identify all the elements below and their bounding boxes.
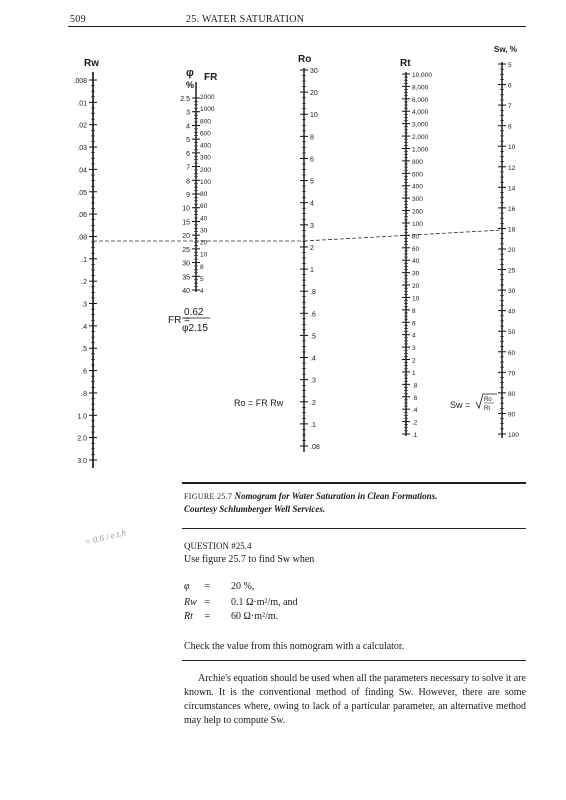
question-rule-bottom	[182, 660, 526, 661]
sw-label: 10	[508, 144, 516, 152]
rw-label: 3.0	[77, 458, 87, 465]
rt-label: 8	[412, 307, 416, 315]
sw-label: 40	[508, 308, 516, 316]
ro-label: 20	[310, 90, 318, 98]
ro-label: 6	[310, 156, 314, 164]
rw-label: .008	[73, 78, 87, 85]
ro-label: 1	[310, 267, 314, 275]
svg-text:0.62: 0.62	[184, 307, 204, 318]
sw-label: 20	[508, 247, 516, 254]
rt-label: .4	[412, 407, 418, 415]
rt-label: .6	[412, 394, 418, 402]
given-row-2: Rw = 0.1 Ω·m²/m, and	[184, 597, 298, 608]
figure-label: FIGURE 25.7	[184, 492, 233, 501]
sw-label: 12	[508, 164, 516, 172]
phi-label: 9	[186, 192, 190, 199]
rt-label: 2	[412, 357, 416, 365]
sw-scale	[494, 45, 519, 439]
phi-label: 6	[186, 150, 190, 158]
fr-title: FR	[204, 72, 218, 83]
sw-label: 25	[508, 267, 516, 275]
sw-label: 14	[508, 185, 516, 193]
ro-label: .3	[310, 377, 316, 385]
fr-label: 5	[200, 275, 204, 283]
fr-label: 300	[200, 154, 211, 162]
phi-label: 10	[182, 205, 190, 213]
rt-label: 300	[412, 196, 423, 204]
rt-label: 4	[412, 332, 416, 340]
ro-title: Ro	[298, 54, 312, 65]
fr-label: 30	[200, 227, 208, 235]
phi-label: 20	[182, 233, 190, 241]
rt-label: 600	[412, 171, 423, 179]
rw-label: .3	[81, 301, 87, 309]
figure-title: Nomogram for Water Saturation in Clean Formations.	[234, 491, 438, 501]
question-heading: QUESTION #25.4	[184, 541, 252, 551]
rt-label: 10,000	[412, 72, 432, 79]
ro-label: 2	[310, 244, 314, 252]
rw-title: Rw	[84, 58, 99, 69]
rt-label: 1	[412, 369, 416, 377]
rw-label: .04	[77, 167, 87, 175]
phi-label: 25	[182, 246, 190, 254]
fr-label: 2000	[200, 94, 215, 101]
given-row-3: Rt = 60 Ω·m²/m.	[184, 611, 279, 622]
rt-label: .8	[412, 382, 418, 390]
phi-label: 3	[186, 109, 190, 117]
fr-label: 40	[200, 215, 208, 223]
fr-label: 200	[200, 166, 211, 174]
ro-label: 30	[310, 68, 318, 75]
phi-label: 35	[182, 274, 190, 282]
phi-label: 40	[182, 288, 190, 295]
rt-label: 60	[412, 245, 420, 253]
ro-formula: Ro = FR Rw	[234, 398, 284, 408]
rw-label: .01	[77, 100, 87, 108]
question-prompt: Use figure 25.7 to find Sw when	[184, 554, 315, 565]
rt-label: 3,000	[412, 121, 429, 129]
rt-label: 6,000	[412, 96, 429, 104]
ro-label: .5	[310, 333, 316, 341]
sw-label: 16	[508, 205, 516, 213]
fr-label: 20	[200, 239, 208, 247]
rt-label: 400	[412, 183, 423, 191]
phi-label: 15	[182, 219, 190, 227]
rt-label: 10	[412, 295, 420, 303]
sw-label: 70	[508, 370, 516, 378]
sw-label: 18	[508, 226, 516, 234]
figure-credit: Courtesy Schlumberger Well Services.	[184, 504, 326, 514]
rt-label: 80	[412, 233, 420, 241]
ro-label: 3	[310, 222, 314, 230]
rt-label: 3	[412, 345, 416, 353]
fr-scale	[180, 67, 218, 295]
rw-label: .08	[77, 234, 87, 242]
sw-label: 5	[508, 62, 512, 69]
phi-label: 30	[182, 260, 190, 268]
svg-text:Sw =: Sw =	[450, 400, 471, 410]
rw-label: .02	[77, 122, 87, 130]
rt-label: 800	[412, 158, 423, 166]
svg-text:FR =: FR =	[168, 315, 190, 326]
rt-label: .2	[412, 419, 418, 427]
fr-formula	[168, 307, 210, 334]
rt-label: 20	[412, 283, 420, 291]
rw-label: .2	[81, 279, 87, 287]
fr-label: 600	[200, 130, 211, 138]
phi-title: φ	[186, 67, 194, 79]
rt-label: 8,000	[412, 84, 429, 92]
rt-label: 200	[412, 208, 423, 216]
sw-label: 60	[508, 349, 516, 357]
ro-scale	[298, 54, 320, 452]
rw-label: .06	[77, 212, 87, 220]
fr-label: 60	[200, 203, 208, 211]
ro-label: .8	[310, 289, 316, 297]
ro-label: 10	[310, 112, 318, 120]
fr-label: 800	[200, 118, 211, 126]
ro-label: .4	[310, 355, 316, 363]
rt-label: 2,000	[412, 134, 429, 142]
question-rule-top	[182, 528, 526, 529]
ro-label: 5	[310, 178, 314, 186]
solution-line-2	[304, 230, 502, 241]
sw-label: 80	[508, 390, 516, 398]
svg-text:Rt: Rt	[484, 406, 490, 412]
ro-label: 4	[310, 200, 314, 208]
phi-label: 7	[186, 164, 190, 172]
fr-label: 100	[200, 178, 211, 186]
ro-label: .08	[310, 444, 320, 451]
ro-label: .1	[310, 421, 316, 429]
body-paragraph: Archie's equation should be used when all the parameters necessary to solve it are known. It is the conventional method of finding Sw. However, there are some circumstances where, owing to lack of a particular parameter, an alternative method may help to compute Sw.	[184, 673, 526, 726]
phi-label: 2.5	[180, 96, 190, 103]
rt-label: 1,000	[412, 146, 429, 154]
figure-caption	[184, 490, 529, 515]
phi-label: 8	[186, 178, 190, 186]
rt-label: 100	[412, 220, 423, 228]
handwritten-note: = 0.6 / e.t.h	[83, 527, 127, 548]
question-check: Check the value from this nomogram with a calculator.	[184, 641, 405, 652]
svg-text:Ro: Ro	[484, 397, 492, 403]
rt-label: 6	[412, 320, 416, 328]
rt-title: Rt	[400, 58, 411, 69]
rw-label: .05	[77, 189, 87, 197]
fr-label: 1000	[200, 106, 215, 114]
chapter-title: 25. WATER SATURATION	[186, 14, 305, 25]
ro-label: .2	[310, 399, 316, 407]
rw-label: 2.0	[77, 435, 87, 443]
sw-formula	[450, 394, 497, 412]
svg-text:φ2.15: φ2.15	[182, 323, 208, 334]
rt-label: 4,000	[412, 109, 429, 117]
phi-label: 5	[186, 137, 190, 145]
sw-label: 30	[508, 288, 516, 296]
phi-label: 4	[186, 123, 190, 131]
fr-label: 400	[200, 142, 211, 150]
page-number: 509	[70, 14, 86, 25]
sw-title: Sw, %	[494, 45, 517, 54]
fr-label: 10	[200, 251, 208, 259]
ro-label: 8	[310, 134, 314, 142]
rw-label: .8	[81, 390, 87, 398]
sw-label: 50	[508, 329, 516, 337]
rt-label: 40	[412, 258, 420, 266]
figure-rule	[182, 482, 526, 484]
fr-label: 80	[200, 191, 208, 198]
rw-scale	[73, 58, 99, 468]
sw-label: 90	[508, 411, 516, 419]
rw-label: .4	[81, 323, 87, 331]
ro-label: .6	[310, 311, 316, 319]
rw-label: .1	[81, 256, 87, 264]
rw-label: .5	[81, 346, 87, 354]
phi-unit: %	[186, 80, 195, 90]
sw-label: 6	[508, 82, 512, 90]
rt-scale	[400, 58, 432, 439]
rt-label: 30	[412, 270, 420, 278]
rw-label: 1.0	[77, 413, 87, 421]
rw-label: .03	[77, 145, 87, 153]
fr-label: 4	[200, 288, 204, 295]
rw-label: .6	[81, 368, 87, 376]
rt-label: .1	[412, 432, 418, 439]
fr-label: 8	[200, 263, 204, 271]
given-row-1: φ = 20 %,	[184, 581, 255, 592]
sw-label: 8	[508, 123, 512, 131]
sw-label: 7	[508, 103, 512, 111]
sw-label: 100	[508, 432, 519, 439]
